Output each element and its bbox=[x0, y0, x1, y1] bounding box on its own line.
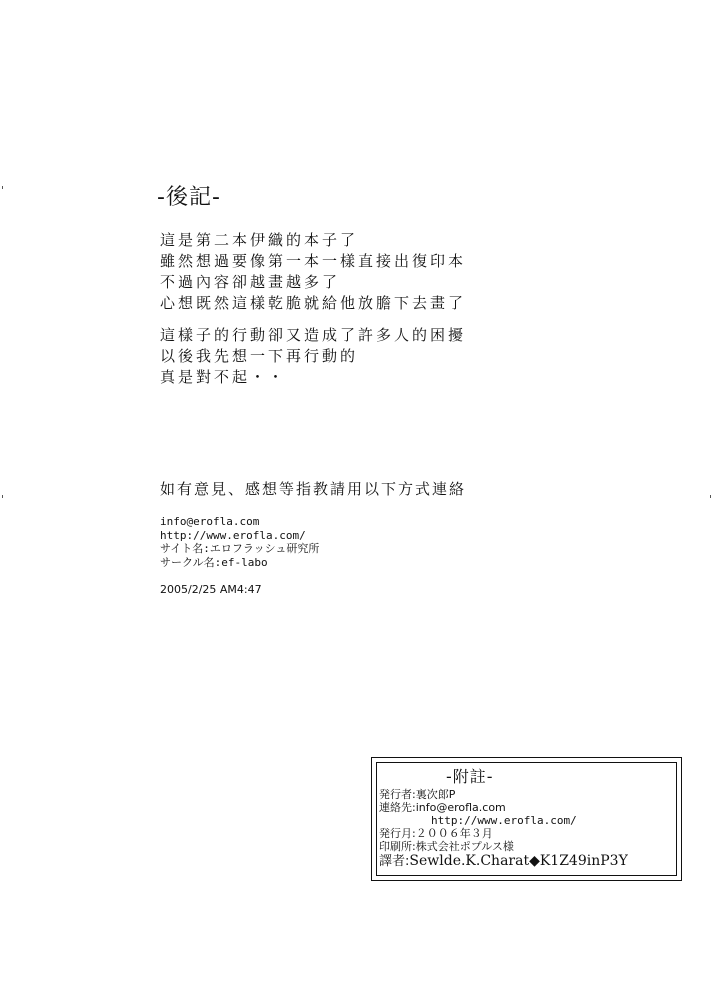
colophon-rows bbox=[379, 788, 628, 868]
colophon-url[interactable]: http://www.erofla.com/ bbox=[431, 814, 577, 827]
translator-label: 譯者: bbox=[379, 854, 410, 869]
afterword-paragraph-2 bbox=[160, 325, 466, 388]
edge-mark-left-top bbox=[2, 186, 3, 189]
contact-email[interactable]: info@erofla.com bbox=[160, 515, 260, 528]
afterword-line: 這是第二本伊織的本子了 bbox=[160, 231, 359, 249]
colophon-publisher: 発行者:裏次郎P bbox=[379, 788, 456, 801]
afterword-heading: -後記- bbox=[157, 185, 221, 210]
afterword-line: 真是對不起・・ bbox=[160, 368, 287, 386]
colophon-contact: 連絡先:info@erofla.com bbox=[379, 801, 506, 814]
site-name: サイト名:エロフラッシュ研究所 bbox=[160, 542, 320, 555]
written-date: 2005/2/25 AM4:47 bbox=[160, 583, 262, 596]
afterword-line: 雖然想過要像第一本一樣直接出復印本 bbox=[160, 252, 467, 270]
colophon-title: -附註- bbox=[446, 767, 494, 786]
contact-url[interactable]: http://www.erofla.com/ bbox=[160, 528, 306, 542]
afterword-paragraph-1 bbox=[160, 230, 466, 314]
colophon-box bbox=[371, 757, 682, 881]
afterword-line: 心想既然這樣乾脆就給他放膽下去畫了 bbox=[160, 294, 467, 312]
contact-block bbox=[160, 515, 319, 569]
edge-mark-right bbox=[710, 495, 711, 498]
afterword-line: 以後我先想一下再行動的 bbox=[160, 347, 359, 365]
colophon-translator bbox=[379, 855, 628, 868]
contact-intro: 如有意見、感想等指教請用以下方式連絡 bbox=[160, 480, 467, 498]
afterword-line: 不過內容卻越畫越多了 bbox=[160, 273, 341, 291]
circle-name: サークル名:ef-labo bbox=[160, 555, 268, 569]
afterword-line: 這樣子的行動卻又造成了許多人的困擾 bbox=[160, 326, 467, 344]
edge-mark-left-bottom bbox=[2, 495, 3, 498]
colophon-issue-date: 発行月:２００６年３月 bbox=[379, 827, 493, 840]
translator-name: Sewlde.K.Charat◆K1Z49inP3Y bbox=[409, 853, 628, 869]
colophon-printer: 印刷所:株式会社ポプルス様 bbox=[379, 840, 514, 853]
